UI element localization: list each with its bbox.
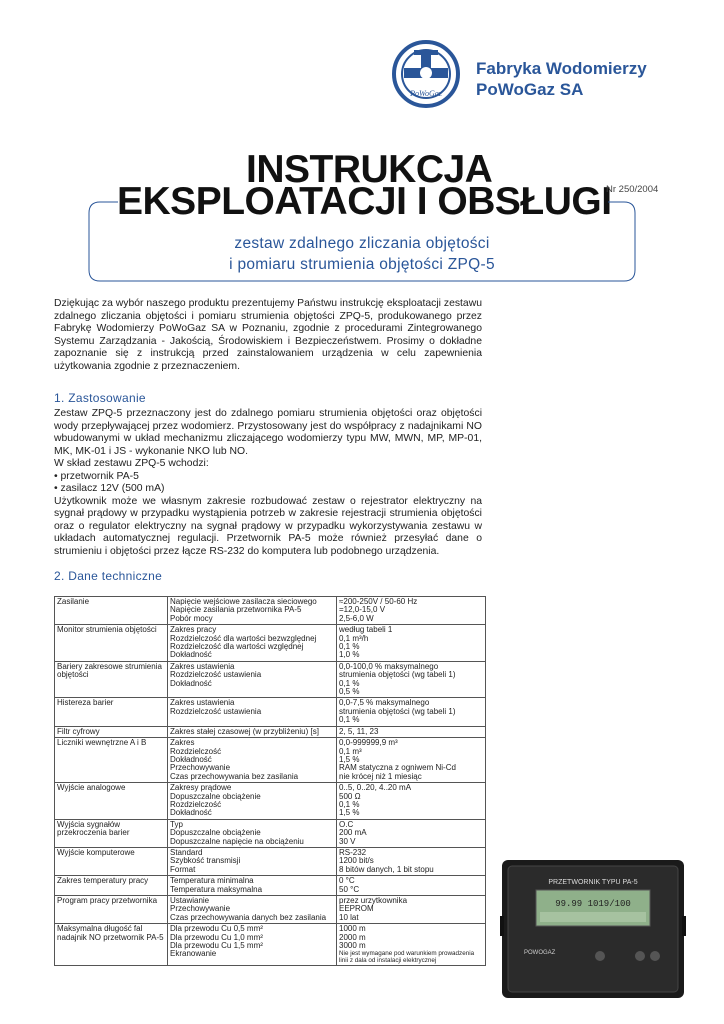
spec-value: 0,0-7,5 % maksymalnego	[339, 698, 430, 708]
spec-value: 1,0 %	[339, 650, 360, 660]
spec-name-cell: Bariery zakresowe strumienia objętości	[55, 661, 168, 698]
spec-param: Rozdzielczość dla wartości bezwzględnej	[170, 633, 317, 643]
spec-value: 3000 m	[339, 941, 366, 951]
spec-params-cell	[168, 847, 337, 875]
application-paragraph-1: Zestaw ZPQ-5 przeznaczony jest do zdalnego pomiaru strumienia objętości oraz objętości wody przepływającej przez wodomierz. Przystosowany jest do współpracy z nadajnikami NO wbudowanymi w układ mechanizmu zliczającego wodomierzy typu MW, MWN, MP, MP-01, MK, MK-01 i JS - wykonanie NKO lub NO.	[54, 408, 482, 457]
intro-paragraph: Dziękując za wybór naszego produktu prezentujemy Państwu instrukcję eksploatacji zestawu zdalnego zliczania objętości i pomiaru strumienia objętości ZPQ-5, produkowanego przez Fabrykę Wodomierzy PoWoGaz SA w Poznaniu, zgodnie z procedurami Zintegrowanego Systemu Zarządzania - Jakością, Środowiskiem i Bezpieczeństwem. Prosimy o dokładne zapoznanie się z instrukcją przed zainstalowaniem urządzenia w celu zapewnienia użytkowania zgodnie z przeznaczeniem.	[54, 298, 482, 372]
spec-value: 1000 m	[339, 924, 366, 934]
spec-value: RS-232	[339, 847, 367, 857]
spec-param: Typ	[170, 819, 183, 829]
spec-value: 0,0-100,0 % maksymalnego	[339, 661, 439, 671]
application-paragraph-3: Użytkownik może we własnym zakresie rozbudować zestaw o rejestrator elektryczny na sygnał prądowy w przypadku wystąpienia potrzeb w zakresie rejestracji strumienia objętości oraz o regulator elektryczny na sygnał prądowy w przypadku wykorzystywania zestawu w układach automatycznej regulacji. Przetwornik PA-5 może również przesyłać dane o strumieniu i objętości przez łącze RS-232 do komputera lub podobnego urządzenia.	[54, 495, 482, 557]
spec-params-cell	[168, 876, 337, 896]
spec-name-cell: Monitor strumienia objętości	[55, 625, 168, 662]
spec-value: 1,5 %	[339, 754, 360, 764]
spec-value: EEPROM	[339, 904, 374, 914]
table-row	[55, 783, 486, 820]
spec-param: Zakres stałej czasowej (w przybliżeniu) [s]	[170, 726, 319, 736]
spec-params-cell	[168, 625, 337, 662]
device-display-text: 99.99 1019/100	[555, 899, 631, 909]
spec-name-cell: Wyjścia sygnałów przekroczenia barier	[55, 819, 168, 847]
spec-value: 200 mA	[339, 828, 367, 838]
spec-values-cell	[337, 896, 486, 924]
spec-values-cell	[337, 738, 486, 783]
bullet-item: • zasilacz 12V (500 mA)	[54, 483, 165, 494]
table-row	[55, 819, 486, 847]
device-label-text: POWOGAZ	[524, 950, 556, 956]
spec-param: Standard	[170, 847, 203, 857]
spec-param: Temperatura maksymalna	[170, 884, 263, 894]
spec-param: Ekranowanie	[170, 949, 217, 959]
spec-param: Dokładność	[170, 754, 212, 764]
subtitle-line1: zestaw zdalnego zliczania objętości	[234, 235, 490, 252]
spec-value: 0,1 %	[339, 678, 360, 688]
spec-values-cell	[337, 847, 486, 875]
section-heading-application: 1. Zastosowanie	[54, 391, 146, 405]
spec-values-cell	[337, 698, 486, 726]
spec-value: 1,5 %	[339, 808, 360, 818]
spec-name-cell: Filtr cyfrowy	[55, 726, 168, 737]
spec-values-cell	[337, 876, 486, 896]
spec-values-cell	[337, 661, 486, 698]
spec-param: Przechowywanie	[170, 904, 231, 914]
spec-value: nie krócej niż 1 miesiąc	[339, 771, 422, 781]
spec-value: 500 Ω	[339, 791, 361, 801]
spec-param: Zakresy prądowe	[170, 783, 232, 793]
spec-value: 0..5, 0..20, 4..20 mA	[339, 783, 412, 793]
spec-value: 1200 bit/s	[339, 856, 374, 866]
company-name	[476, 58, 647, 100]
spec-params-cell	[168, 661, 337, 698]
spec-value: 0,1 m³	[339, 746, 362, 756]
spec-name-cell: Program pracy przetwornika	[55, 896, 168, 924]
table-row	[55, 597, 486, 625]
spec-param: Zakres ustawienia	[170, 661, 235, 671]
spec-value: 0,1 m³/h	[339, 633, 369, 643]
logo-text: PoWoGaz	[410, 89, 442, 98]
spec-value: 8 bitów danych, 1 bit stopu	[339, 864, 434, 874]
spec-value: O.C	[339, 819, 354, 829]
spec-value: strumienia objętości (wg tabeli 1)	[339, 706, 456, 716]
document-number: Nr 250/2004	[606, 184, 659, 195]
spec-value: według tabeli 1	[339, 625, 393, 635]
spec-values-cell	[337, 597, 486, 625]
spec-value: 2, 5, 11, 23	[339, 726, 379, 736]
spec-param: Zakres pracy	[170, 625, 217, 635]
spec-value: 50 °C	[339, 884, 360, 894]
table-row	[55, 726, 486, 737]
spec-values-cell	[337, 783, 486, 820]
spec-params-cell	[168, 738, 337, 783]
spec-name-cell: Wyjście analogowe	[55, 783, 168, 820]
spec-value: strumienia objętości (wg tabeli 1)	[339, 670, 456, 680]
spec-params-cell	[168, 783, 337, 820]
document-subtitle	[0, 233, 724, 275]
converter-device-image	[500, 856, 686, 1002]
device-brand-text: PRZETWORNIK TYPU PA-5	[548, 879, 638, 886]
spec-value: 10 lat	[339, 912, 359, 922]
technical-data-table	[54, 596, 486, 966]
spec-name-cell: Wyjście komputerowe	[55, 847, 168, 875]
spec-value: 0,1 %	[339, 799, 360, 809]
spec-param: Rozdzielczość	[170, 746, 222, 756]
table-row	[55, 698, 486, 726]
spec-param: Dopuszczalne obciążenie	[170, 828, 261, 838]
spec-values-cell	[337, 819, 486, 847]
spec-name-cell: Histereza barier	[55, 698, 168, 726]
spec-value: 0,0-999999,9 m³	[339, 738, 398, 748]
spec-value: 30 V	[339, 836, 356, 846]
spec-param: Temperatura minimalna	[170, 876, 254, 886]
bullet-item: • przetwornik PA-5	[54, 470, 139, 482]
spec-param: Zakres	[170, 738, 195, 748]
spec-name-cell: Zakres temperatury pracy	[55, 876, 168, 896]
spec-value: 2000 m	[339, 932, 366, 942]
spec-param: Dla przewodu Cu 1,5 mm²	[170, 941, 263, 951]
spec-param: Dla przewodu Cu 0,5 mm²	[170, 924, 263, 934]
spec-value: przez urzytkownika	[339, 896, 408, 905]
document-title-line1: INSTRUKCJA	[246, 148, 493, 191]
spec-value: =12,0-15,0 V	[339, 605, 386, 615]
application-paragraph-2: W skład zestawu ZPQ-5 wchodzi:	[54, 458, 209, 469]
spec-param: Napięcie zasilania przetwornika PA-5	[170, 605, 302, 615]
spec-params-cell	[168, 924, 337, 966]
spec-params-cell	[168, 896, 337, 924]
spec-param: Ustawianie	[170, 896, 210, 905]
spec-value: 0,5 %	[339, 687, 360, 697]
section-heading-technical-data: 2. Dane techniczne	[54, 569, 163, 583]
spec-values-cell	[337, 924, 486, 966]
spec-params-cell	[168, 819, 337, 847]
spec-name-cell: Zasilanie	[55, 597, 168, 625]
spec-param: Dopuszczalne obciążenie	[170, 791, 261, 801]
spec-param: Format	[170, 864, 196, 874]
spec-param: Czas przechowywania bez zasilania	[170, 771, 299, 781]
spec-param: Rozdzielczość ustawienia	[170, 670, 262, 680]
spec-values-cell	[337, 726, 486, 737]
spec-param: Przechowywanie	[170, 763, 231, 773]
spec-param: Szybkość transmisji	[170, 856, 241, 866]
table-row	[55, 876, 486, 896]
spec-params-cell	[168, 597, 337, 625]
spec-param: Rozdzielczość	[170, 799, 222, 809]
spec-param: Czas przechowywania danych bez zasilania	[170, 912, 327, 922]
spec-param: Zakres ustawienia	[170, 698, 235, 708]
spec-param: Napięcie wejściowe zasilacza sieciowego	[170, 597, 317, 606]
spec-value: 2,5-6,0 W	[339, 613, 374, 623]
table-row	[55, 661, 486, 698]
table-row	[55, 847, 486, 875]
company-logo	[392, 40, 460, 108]
spec-param: Dla przewodu Cu 1,0 mm²	[170, 932, 263, 942]
spec-param: Rozdzielczość ustawienia	[170, 706, 262, 716]
company-name-line1: Fabryka Wodomierzy	[476, 59, 647, 78]
spec-value: ≈200-250V / 50-60 Hz	[339, 597, 418, 606]
spec-note: Nie jest wymagane pod warunkiem prowadzenia linii z dala od instalacji elektrycznej	[339, 950, 475, 965]
spec-name-cell: Maksymalna długość fal nadajnik NO przetwornik PA-5	[55, 924, 168, 966]
spec-param: Dokładność	[170, 678, 212, 688]
spec-param: Pobór mocy	[170, 613, 213, 623]
table-row	[55, 924, 486, 966]
spec-param: Rozdzielczość dla wartości względnej	[170, 642, 304, 652]
spec-params-cell	[168, 726, 337, 737]
spec-value: 0,1 %	[339, 715, 360, 725]
subtitle-line2: i pomiaru strumienia objętości ZPQ-5	[229, 256, 495, 273]
spec-value: 0 °C	[339, 876, 355, 886]
spec-param: Dokładność	[170, 650, 212, 660]
spec-params-cell	[168, 698, 337, 726]
spec-name-cell: Liczniki wewnętrzne A i B	[55, 738, 168, 783]
table-row	[55, 896, 486, 924]
company-name-line2: PoWoGaz SA	[476, 80, 584, 99]
spec-param: Dopuszczalne napięcie na obciążeniu	[170, 836, 304, 846]
spec-value: 0,1 %	[339, 642, 360, 652]
spec-value: RAM statyczna z ogniwem Ni-Cd	[339, 763, 456, 773]
table-row	[55, 625, 486, 662]
table-row	[55, 738, 486, 783]
document-title-line2: EKSPLOATACJI I OBSŁUGI	[117, 180, 612, 223]
spec-param: Dokładność	[170, 808, 212, 818]
spec-values-cell	[337, 625, 486, 662]
section-application-body	[54, 408, 482, 558]
